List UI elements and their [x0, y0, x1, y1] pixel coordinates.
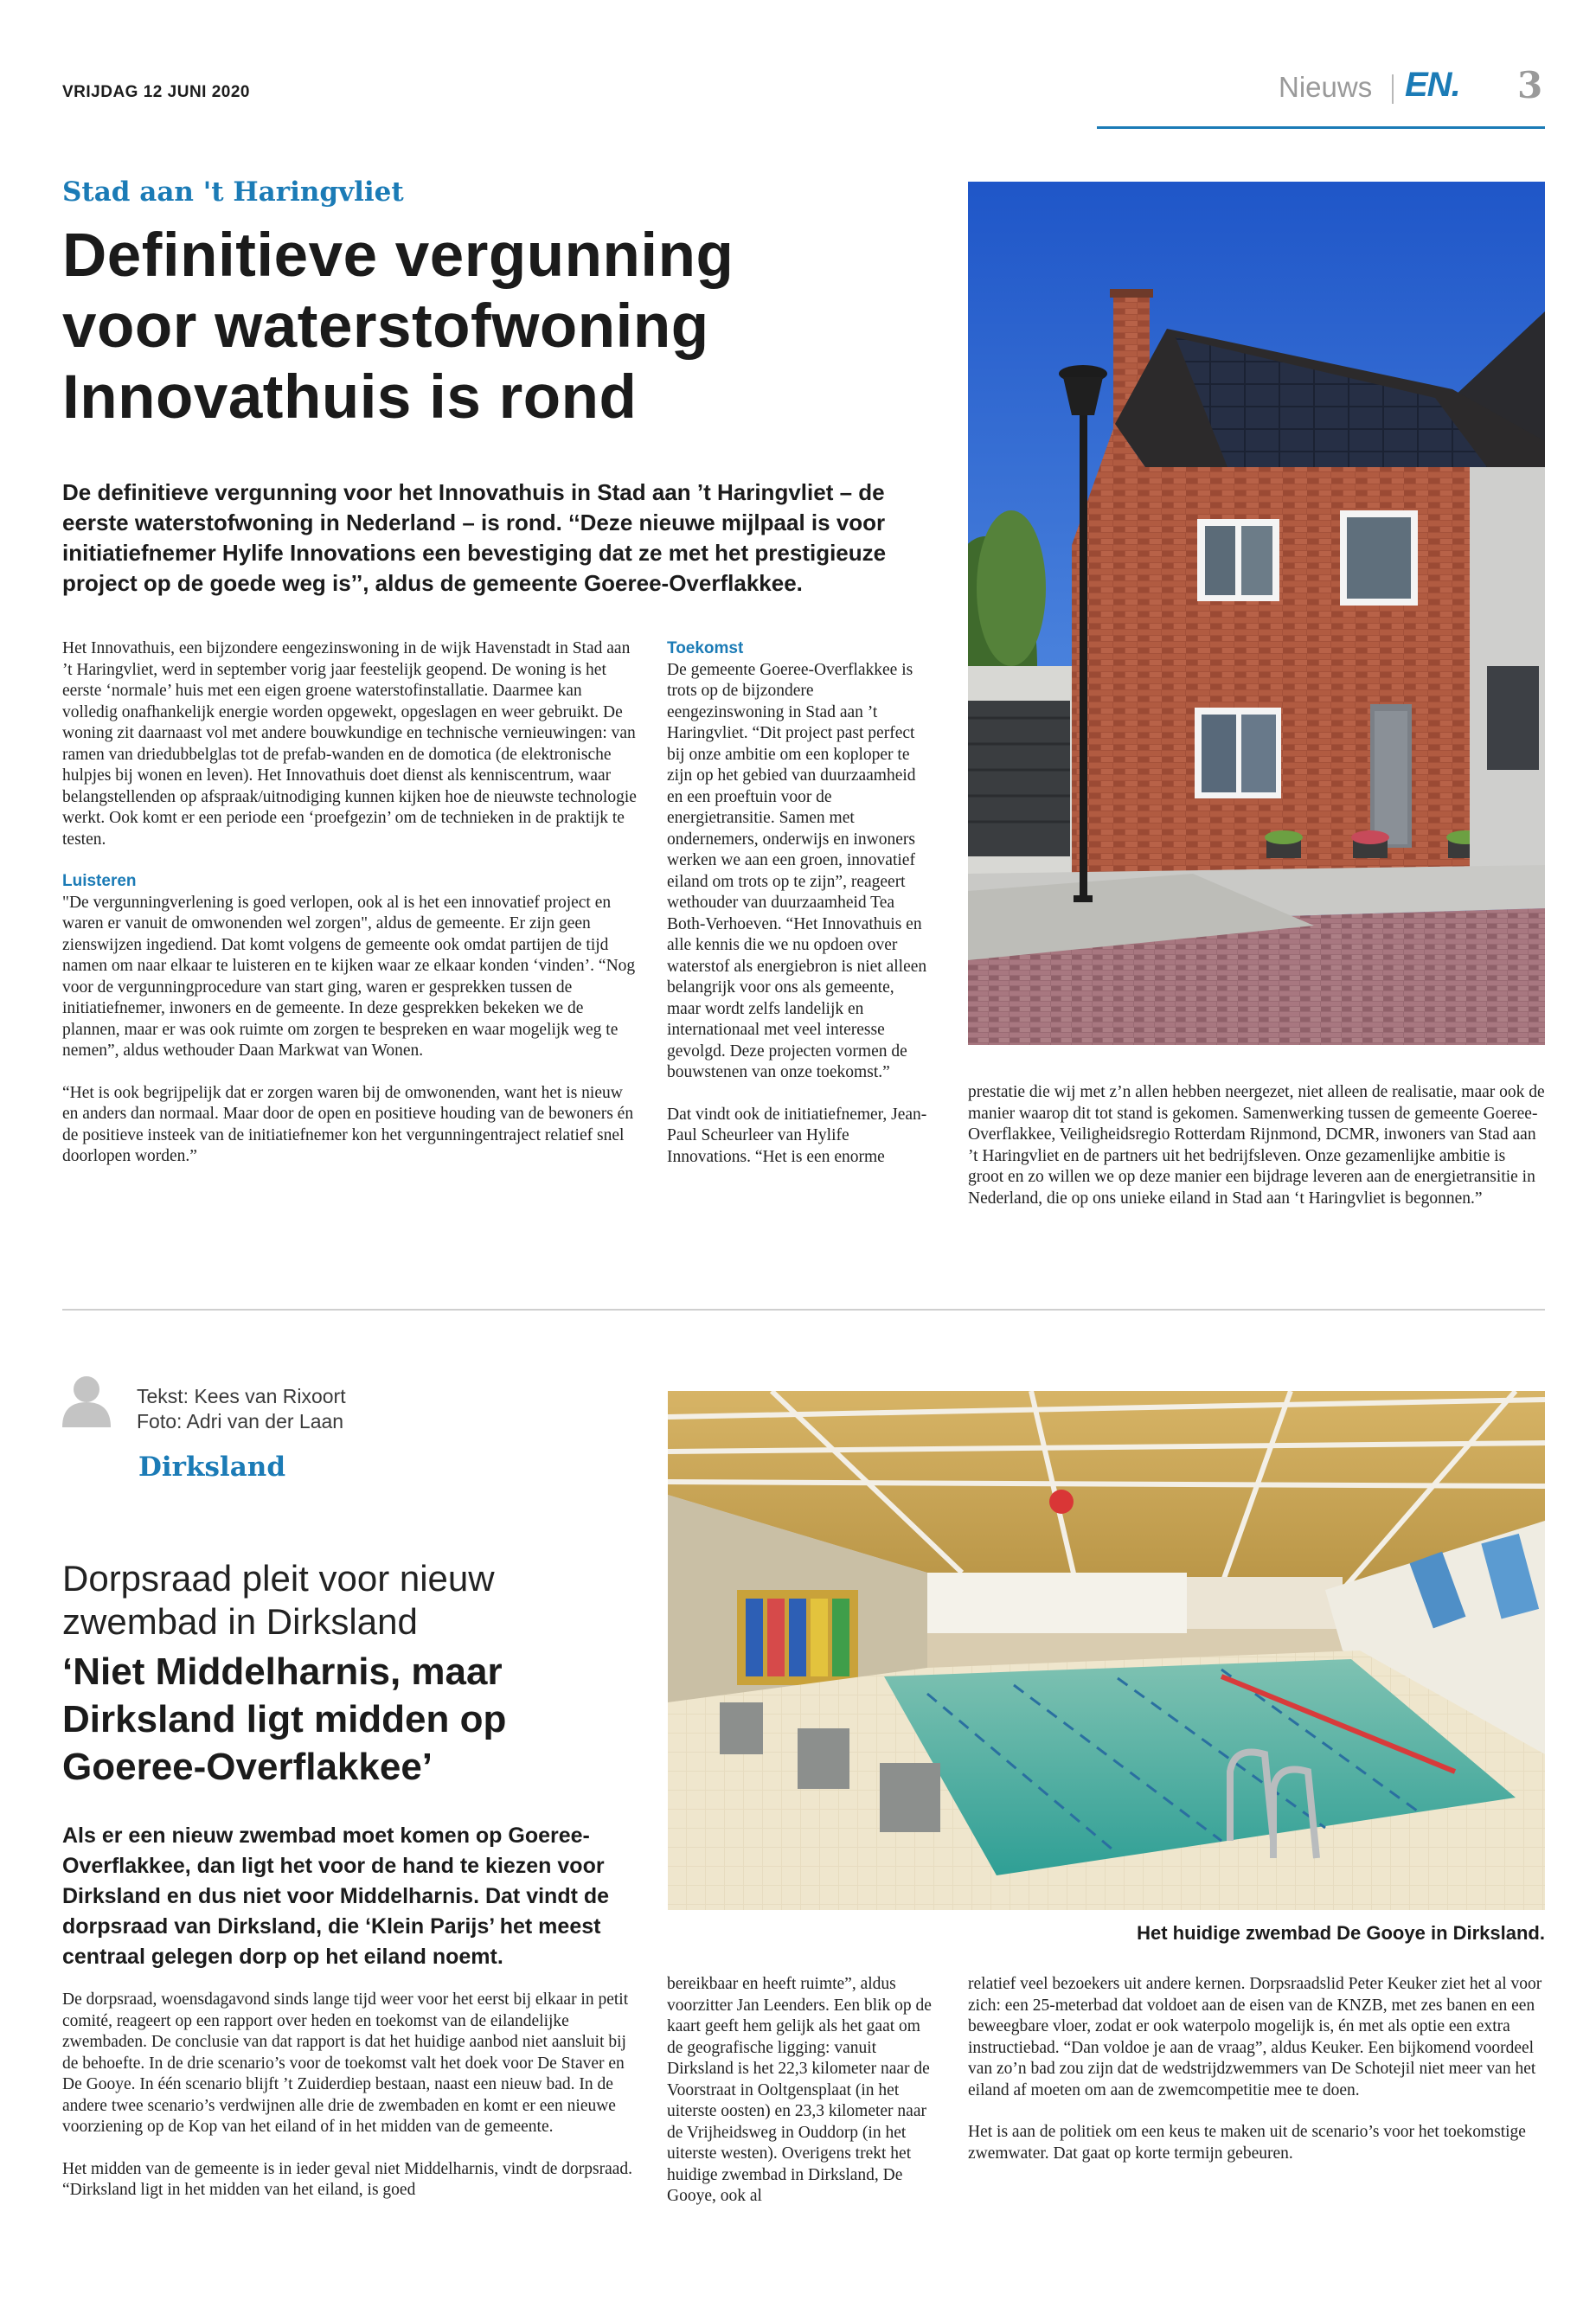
- paragraph: "De vergunningverlening is goed verlopen, ook al is het een innovatief project en waren er vanuit de omwonenden wel zorgen", aldus de gemeente. Er zijn geen zienswijzen ingediend. Dat komt volgens de gemeente ook omdat partijen de tijd namen om naar elkaar te luisteren en te kijken waar ze elkaar konden ‘vinden’. “Nog voor de vergunningprocedure van start ging, waren er gesprekken tussen de initiatiefnemer, inwoners en de gemeente. In deze gesprekken bekeken we de plannen, maar er was ook ruimte om zorgen te bespreken en waar mogelijk weg te nemen”, aldus wethouder Daan Markwat van Wonen.: [62, 893, 636, 1060]
- credit-text: Tekst: Kees van Rixoort: [137, 1385, 346, 1407]
- paragraph: relatief veel bezoekers uit andere kernen. Dorpsraadslid Peter Keuker ziet het al voor zich: een 25-meterbad dat voldoet aan de eisen van de KNZB, met zes banen en een beweegbare vloer, zodat er ook waterpolo mogelijk is, én met als optie een extra instructiebad. “Dan voldoe je aan de vraag”, aldus Keuker. Een bijkomend voordeel van zo’n bad zou zijn dat de wedstrijdzwemmers van De Schotejil niet meer van het eiland af moeten om aan de zwemcompetitie mee te doen.: [968, 1975, 1542, 2099]
- credit-photo: Foto: Adri van der Laan: [137, 1410, 344, 1433]
- paragraph: Het midden van de gemeente is in ieder geval niet Middelharnis, vindt de dorpsraad. “Dirksland ligt in het midden van het eiland, is goed: [62, 2159, 633, 2199]
- article1-column-3: [968, 1082, 1545, 1230]
- article2-headline-light: [62, 1557, 659, 1644]
- paragraph: De dorpsraad, woensdagavond sinds lange tijd weer voor het eerst bij elkaar in petit comité, reageert op een rapport over heden en toekomst van de eilandelijke zwembaden. De conclusie van dat rapport is dat het huidige aanbod niet aansluit bij de behoefte. In de drie scenario’s voor de toekomst valt het doek voor De Staver en De Gooye. In één scenario blijft ’t Zuiderdiep bestaan, naast een nieuw bad. In de andere twee scenario’s verdwijnen alle drie de zwembaden en komt er een nieuwe voorziening op de Kop van het eiland of in het midden van de gemeente.: [62, 1990, 629, 2136]
- headline-line: Goeree-Overflakkee’: [62, 1746, 433, 1788]
- header-rule: [1097, 126, 1545, 129]
- headline-line: voor waterstofwoning: [62, 292, 709, 361]
- article2-kicker: Dirksland: [138, 1452, 286, 1483]
- paragraph: “Het is ook begrijpelijk dat er zorgen waren bij de omwonenden, want het is nieuw en anders dan normaal. Maar door de open en positieve houding van de bewoners én de positieve insteek van de initiatiefnemer kon het vergunningentraject relatief snel doorlopen worden.”: [62, 1083, 634, 1165]
- subhead-luisteren: Luisteren: [62, 872, 137, 890]
- section-name: Nieuws: [1279, 71, 1373, 103]
- headline-line: Definitieve vergunning: [62, 221, 734, 290]
- paragraph: Het is aan de politiek om een keus te maken uit de scenario’s voor het toekomstige zwemwater. Dat gaat op korte termijn gebeuren.: [968, 2123, 1526, 2163]
- article2-column-2: [667, 1974, 933, 2228]
- headline-line: Dirksland ligt midden op: [62, 1698, 507, 1740]
- article2-column-3: [968, 1974, 1545, 2185]
- article2-headline-bold: [62, 1648, 668, 1791]
- headline-line: Dorpsraad pleit voor nieuw: [62, 1558, 495, 1599]
- paragraph: Dat vindt ook de initiatiefnemer, Jean-Paul Scheurleer van Hylife Innovations. “Het is een enorme: [667, 1105, 927, 1166]
- headline-line: ‘Niet Middelharnis, maar: [62, 1650, 503, 1693]
- header-separator: [1392, 74, 1394, 104]
- credits: [137, 1384, 346, 1434]
- article1-kicker: Stad aan 't Haringvliet: [62, 176, 404, 208]
- newspaper-logo: EN.: [1405, 66, 1460, 104]
- subhead-toekomst: Toekomst: [667, 639, 744, 657]
- article1-column-2: [667, 638, 932, 1189]
- article1-lead: De definitieve vergunning voor het Innovathuis in Stad aan ’t Haringvliet – de eerste waterstofwoning in Nederland – is rond. ‘‘Deze nieuwe mijlpaal is voor initiatiefnemer Hylife Innovations een bevestiging dat ze met het prestigieuze project op de goede weg is’’, aldus de gemeente Goeree-Overflakkee.: [62, 479, 887, 596]
- article2-column-1: [62, 1990, 642, 2222]
- paragraph: bereikbaar en heeft ruimte”, aldus voorzitter Jan Leenders. Een blik op de kaart geeft hem gelijk als het gaat om de geografische ligging: vanuit Dirksland is het 22,3 kilometer naar de Voorstraat in Ooltgensplaat (in het uiterste oosten) en 23,3 kilometer naar de Vrijheidsweg in Ouddorp (in het uiterste westen). Overigens trekt het huidige zwembad in Dirksland, De Gooye, ook al: [667, 1975, 932, 2205]
- article2-lead: Als er een nieuw zwembad moet komen op Goeree-Overflakkee, dan ligt het voor de hand te kiezen voor Dirksland en dus niet voor Middelharnis. Dat vindt de dorpsraad van Dirksland, die ‘Klein Parijs’ het meest centraal gelegen dorp op het eiland noemt.: [62, 1823, 610, 1969]
- author-avatar: [62, 1374, 111, 1427]
- issue-date: VRIJDAG 12 JUNI 2020: [62, 83, 250, 101]
- paragraph: Het Innovathuis, een bijzondere eengezinswoning in de wijk Havenstadt in Stad aan ’t Haringvliet, werd in september vorig jaar feestelijk geopend. De woning is het eerste ‘normale’ huis met een eigen groene waterstofinstallatie. Daarmee kan volledig onafhankelijk energie worden opgewekt, opgeslagen en weer gebruikt. De woning zit daarnaast vol met andere bouwkundige en technische vernieuwingen: van ramen van driedubbelglas tot de prefab-wanden en de domotica (de elektronische hulpjes bij wonen en leven). Het Innovathuis doet dienst als kenniscentrum, waar belangstellenden op afspraak/uitnodiging kunnen kijken hoe de nieuwste technologie werkt. Ook komt er een periode een ‘proefgezin’ om de technieken in de praktijk te testen.: [62, 639, 637, 849]
- headline-line: zwembad in Dirksland: [62, 1601, 418, 1642]
- headline-line: Innovathuis is rond: [62, 363, 638, 432]
- article-divider: [62, 1309, 1545, 1311]
- page-number: 3: [1517, 64, 1543, 106]
- article1-column-1: [62, 638, 640, 1189]
- house-photo: [968, 182, 1545, 1045]
- article1-headline: [62, 221, 945, 433]
- swimming-pool-photo: [668, 1391, 1545, 1910]
- photo-caption: Het huidige zwembad De Gooye in Dirksland.: [1137, 1922, 1545, 1944]
- paragraph: De gemeente Goeree-Overflakkee is trots op de bijzondere eengezinswoning in Stad aan ’t Haringvliet. “Dit project past perfect bij onze ambitie om een koploper te zijn op het gebied van duurzaamheid en een proeftuin voor de energietransitie. Samen met ondernemers, onderwijs en inwoners werken we aan een groen, innovatief eiland om trots op te zijn”, reageert wethouder van duurzaamheid Tea Both-Verhoeven. “Het Innovathuis en alle kennis die we nu opdoen over waterstof als energiebron is niet alleen belangrijk voor ons als gemeente, maar wordt zelfs landelijk en internationaal met veel interesse gevolgd. Deze projecten vormen de bouwstenen van onze toekomst.”: [667, 660, 927, 1081]
- paragraph: prestatie die wij met z’n allen hebben neergezet, niet alleen de realisatie, maar ook de manier waarop dit tot stand is gekomen. Samenwerking tussen de gemeente Goeree-Overflakkee, Veiligheidsregio Rotterdam Rijnmond, DCMR, inwoners van Stad aan ’t Haringvliet en de partners uit het bedrijfsleven. Onze gezamenlijke ambitie is groot en zo willen we op deze manier een bijdrage leveren aan de energietransitie in Nederland, die op ons unieke eiland in Stad aan ‘t Haringvliet is begonnen.”: [968, 1083, 1545, 1208]
